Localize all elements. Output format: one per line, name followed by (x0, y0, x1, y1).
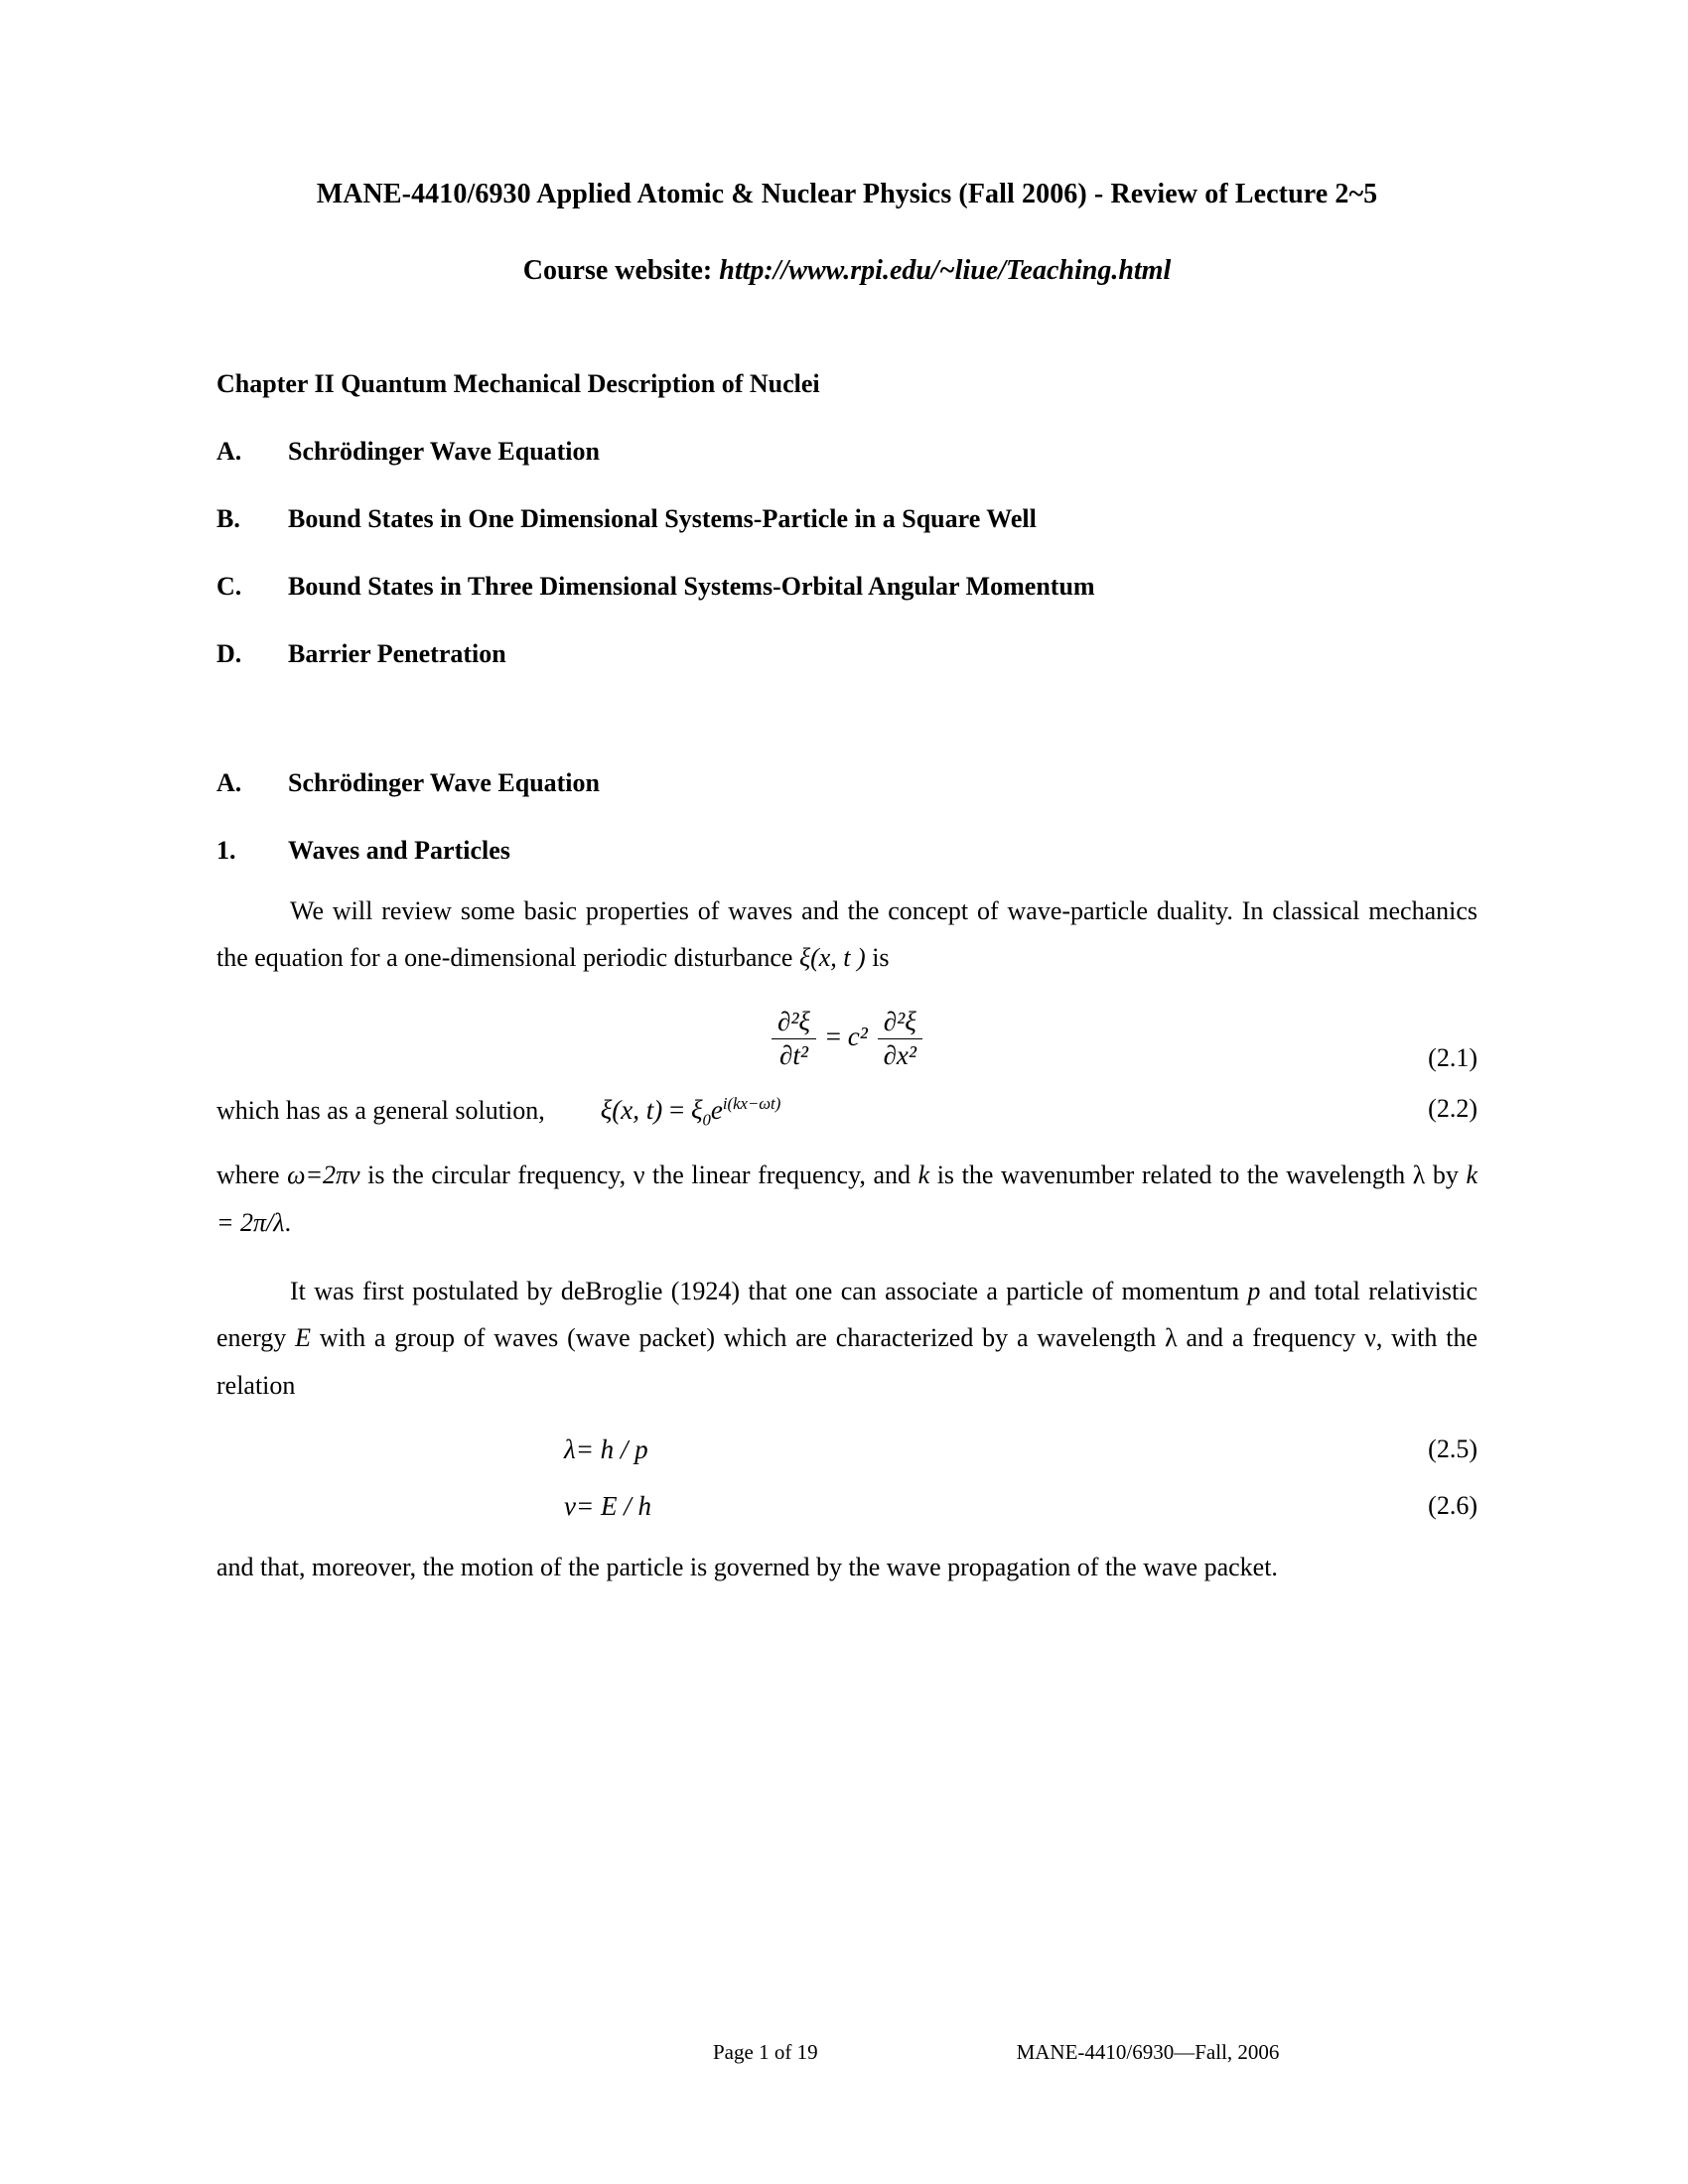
equation-2-2-xi: ξ (690, 1094, 703, 1125)
paragraph-frequency-definitions (216, 1130, 1477, 1246)
paragraph-text-part: is the circular frequency, ν the linear frequency, and (359, 1160, 918, 1190)
equation-2-5-block (216, 1409, 1477, 1465)
symbol-k-relation: k = 2π/λ (216, 1160, 1477, 1237)
section-marker: A. (216, 768, 242, 797)
paragraph-text-part: We will review some basic properties of waves and the concept of wave-particle duality. In classical mechanics the equation for a one-dimensional periodic disturbance (216, 896, 1477, 973)
section-label: Schrödinger Wave Equation (288, 768, 600, 797)
equation-2-1-rhs-numerator: ∂²ξ (883, 1006, 916, 1036)
outline-marker: C. (216, 572, 242, 601)
equation-2-6-lhs: ν= (564, 1490, 595, 1521)
footer-page-number: Page 1 of 19 (713, 2040, 818, 2064)
document-body (216, 0, 1477, 1590)
subsection-label: Waves and Particles (288, 836, 510, 865)
subsection-heading-1 (216, 798, 1477, 866)
symbol-xi-xt: ξ(x, t ) (798, 943, 866, 973)
equation-2-5-lhs: λ= (564, 1433, 594, 1464)
outline-label: Bound States in Three Dimensional Systems-Orbital Angular Momentum (288, 572, 1095, 601)
outline-label: Barrier Penetration (288, 639, 506, 668)
equation-2-1-lhs-denominator: ∂t² (772, 1038, 816, 1070)
outline-item-a (216, 399, 1477, 467)
outline-marker: A. (216, 437, 242, 466)
course-website-line (216, 211, 1477, 288)
equation-2-5-number: (2.5) (1428, 1433, 1477, 1463)
equation-2-2-block (216, 1070, 1477, 1130)
equation-2-5 (216, 1434, 1477, 1465)
outline-marker: D. (216, 639, 242, 668)
paragraph-waves-intro (216, 866, 1477, 982)
paragraph-text-part: is the wavenumber related to the wavelength λ by (929, 1160, 1467, 1190)
equation-2-1-lhs (772, 1008, 816, 1070)
course-website-url: http://www.rpi.edu/~liue/Teaching.html (719, 255, 1172, 286)
symbol-omega-relation: ω=2πν (287, 1160, 360, 1190)
footer-course-reference: MANE-4410/6930—Fall, 2006 (1016, 2040, 1280, 2064)
paragraph-text-part: is (865, 943, 890, 973)
equation-2-2-number: (2.2) (1428, 1093, 1477, 1123)
paragraph-wave-packet-motion: and that, moreover, the motion of the particle is governed by the wave propagation of the wave packet. (216, 1552, 1278, 1581)
outline-item-d (216, 602, 1477, 669)
equation-2-1-number: (2.1) (1428, 1042, 1477, 1072)
equation-2-2-subscript: 0 (702, 1110, 711, 1130)
equation-2-1-rhs-denominator: ∂x² (878, 1038, 922, 1070)
equation-2-1-rhs (878, 1008, 922, 1070)
equation-2-5-rhs: h / p (600, 1433, 648, 1464)
document-title: MANE-4410/6930 Applied Atomic & Nuclear Physics (Fall 2006) - Review of Lecture 2~5 (316, 179, 1378, 209)
paragraph-debroglie (216, 1246, 1477, 1409)
symbol-k: k (917, 1160, 930, 1190)
paragraph-text-part: . (284, 1207, 292, 1237)
page-footer (216, 2040, 1477, 2065)
equation-2-1-coefficient: c² (847, 1021, 868, 1051)
symbol-p: p (1247, 1276, 1261, 1305)
paragraph-text-part: and total relativistic energy (216, 1276, 1477, 1353)
equation-2-2-exponential (711, 1095, 780, 1125)
outline-label: Bound States in One Dimensional Systems-Particle in a Square Well (288, 504, 1037, 533)
equation-2-1-lhs-numerator: ∂²ξ (777, 1006, 810, 1036)
equation-2-1-block (216, 982, 1477, 1070)
equation-2-2 (601, 1094, 781, 1130)
paragraph-text-part: with a group of waves (wave packet) which are characterized by a wavelength λ and a frequency ν, with the relation (216, 1323, 1477, 1400)
chapter-heading: Chapter II Quantum Mechanical Description of Nuclei (216, 369, 820, 398)
paragraph-text-part: It was first postulated by deBroglie (1924) that one can associate a particle of momentum (290, 1276, 1248, 1305)
section-heading-a (216, 731, 1477, 798)
equation-2-2-exponent: i(kx−ωt) (722, 1093, 781, 1113)
equation-2-1-operator: = (825, 1021, 841, 1051)
course-website-label: Course website: (522, 255, 713, 286)
outline-item-c (216, 534, 1477, 602)
subsection-marker: 1. (216, 836, 236, 865)
equation-2-6 (216, 1491, 1477, 1522)
equation-2-6-block (216, 1465, 1477, 1522)
section-spacer (216, 669, 1477, 731)
equation-2-2-e: e (710, 1094, 723, 1125)
equation-2-2-xi-zero (690, 1094, 711, 1130)
symbol-E: E (295, 1323, 312, 1353)
equation-2-6-number: (2.6) (1428, 1490, 1477, 1520)
outline-item-b (216, 467, 1477, 534)
paragraph-text-part: where (216, 1160, 288, 1190)
outline-label: Schrödinger Wave Equation (288, 437, 600, 466)
equation-2-2-lead-text: which has as a general solution, (216, 1095, 545, 1125)
equation-2-1 (216, 1008, 1477, 1070)
equation-2-2-operator: = (668, 1094, 685, 1125)
equation-2-6-rhs: E / h (600, 1490, 651, 1521)
outline-marker: B. (216, 504, 240, 533)
equation-2-2-lhs: ξ(x, t) (600, 1094, 663, 1125)
